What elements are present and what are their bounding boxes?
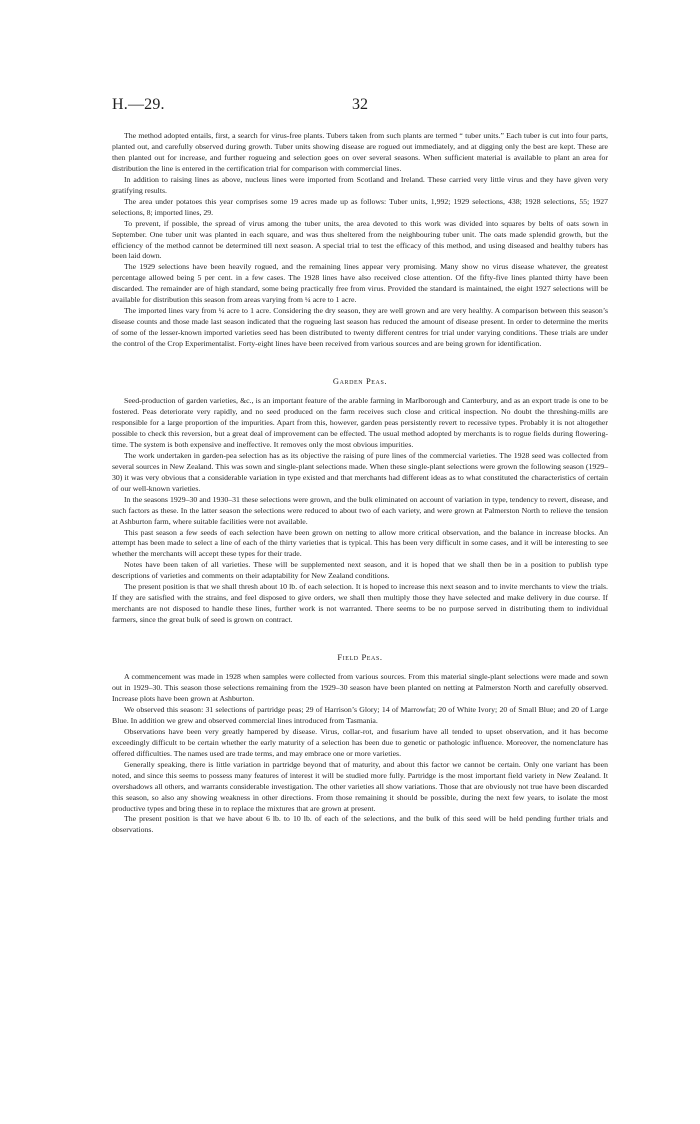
paragraph: This past season a few seeds of each selection have been grown on netting to allow more critical observation, and the balance in increase blocks. An attempt has been made to select a line of each of the thirty varieties that is typical. This has been very difficult in some cases, and it will be interesting to see whether the merchants will accept these types for their trade. xyxy=(112,527,608,559)
section-heading: Garden Peas. xyxy=(332,376,388,387)
paragraph: In addition to raising lines as above, nucleus lines were imported from Scotland and Ireland. These carried very little virus and they have given very gratifying results. xyxy=(112,174,608,195)
paragraph: We observed this season: 31 selections of partridge peas; 29 of Harrison’s Glory; 14 of Marrowfat; 20 of White Ivory; 20 of Small Blue; and 20 of Large Blue. In addition we grew and observed commercial lines introduced from Tasmania. xyxy=(112,704,608,725)
document-id: H.—29. xyxy=(112,96,165,113)
garden-peas-section xyxy=(112,376,608,626)
paragraph: The method adopted entails, first, a search for virus-free plants. Tubers taken from such plants are termed “ tuber units.” Each tuber is cut into four parts, planted out, and carefully observed during growth. Tuber units showing disease are rogued out immediately, and at digging only the best are kept. These are then planted out for increase, and further rogueing and selection goes on over several seasons. When sufficient material is available to plant an area for distribution the line is entered in the certification trial for comparison with commercial lines. xyxy=(112,131,608,173)
paragraph: The work undertaken in garden-pea selection has as its objective the raising of pure lines of the commercial varieties. The 1928 seed was collected from several sources in New Zealand. This was sown and single-plant selections made. When these single-plant selections were grown the following season (1929–30) it was very obvious that a considerable variation in type existed and that merchants had different ideas as to what constituted the characteristics of certain of our well-known varieties. xyxy=(112,450,608,493)
paragraph: To prevent, if possible, the spread of virus among the tuber units, the area devoted to this work was divided into squares by belts of oats sown in September. One tuber unit was planted in each square, and was thus sheltered from the neighbouring tuber unit. The oats made splendid growth, but the efficiency of the method cannot be determined till next season. A special trial to test the efficacy of this method, and using diseased and healthy tubers has been laid down. xyxy=(112,218,608,261)
paragraph: Seed-production of garden varieties, &c., is an important feature of the arable farming in Marlborough and Canterbury, and as an export trade is one to be fostered. Peas deteriorate very rapidly, and no seed produced on the farm receives such close and critical inspection. No doubt the threshing-mills are responsible for a large proportion of the impurities. Apart from this, however, garden peas persistently revert to recessive types. Probably it is not altogether possible to check this reversion, but a great deal of improvement can be effected. The usual method adopted by merchants is to rogue fields during flowering-time. The system is both expensive and ineffective. It removes only the most obvious impurities. xyxy=(112,396,608,449)
page-header xyxy=(112,96,608,118)
paragraph: A commencement was made in 1928 when samples were collected from various sources. From this material single-plant selections were made and sown out in 1929–30. This season those selections remaining from the 1929–30 season have been planted on netting at Palmerston North and carefully observed. Increase plots have been grown at Ashburton. xyxy=(112,672,608,703)
paragraph: The area under potatoes this year comprises some 19 acres made up as follows: Tuber units, 1,992; 1929 selections, 438; 1928 selections, 55; 1927 selections, 8; imported lines, 29. xyxy=(112,196,608,217)
paragraph: Generally speaking, there is little variation in partridge beyond that of maturity, and about this factor we cannot be certain. Only one variant has been noted, and since this seems to possess many features of interest it will be studied more fully. Partridge is the most important field variety in New Zealand. It overshadows all others, and warrants considerable investigation. The other varieties all show variations. Those that are obviously not true have been discarded this season, so also any showing weakness in other directions. From those remaining it should be possible, during the next few years, to isolate the most productive types and bring these in to replace the mixtures that are grown at present. xyxy=(112,759,608,813)
paragraph: In the seasons 1929–30 and 1930–31 these selections were grown, and the bulk eliminated on account of variation in type, tendency to revert, disease, and such factors as these. In the latter season the selections were reduced to about two of each variety, and were grown at Palmerston North to relieve the tension at Ashburton farm, where suitable facilities were not available. xyxy=(112,494,608,526)
page-number: 32 xyxy=(352,96,368,113)
paragraph: The present position is that we have about 6 lb. to 10 lb. of each of the selections, and the bulk of this seed will be held pending further trials and observations. xyxy=(112,814,608,835)
document-page xyxy=(112,96,608,836)
paragraph: Notes have been taken of all varieties. These will be supplemented next season, and it is hoped that we shall then be in a position to publish type descriptions of varieties and comments on their adaptability for New Zealand conditions. xyxy=(112,560,608,581)
field-peas-section xyxy=(112,652,608,836)
paragraph: The imported lines vary from ¼ acre to 1 acre. Considering the dry season, they are well grown and are very healthy. A comparison between this season’s disease counts and those made last season indicated that the rogueing last season has reduced the amount of disease present. In order to determine the merits of some of the lesser-known imported varieties seed has been distributed to twenty different centres for trial under varying conditions. These trials are under the control of the Crop Experimentalist. Forty-eight lines have been received from various sources and are being grown for identification. xyxy=(112,306,608,349)
paragraph: The 1929 selections have been heavily rogued, and the remaining lines appear very promising. Many show no virus disease whatever, the greatest percentage allowed being 5 per cent. in a few cases. The 1928 lines have also received close attention. Of the fifty-five lines planted thirty have been discarded. The remainder are of high standard, some being practically free from virus. Provided the standard is maintained, the eight 1927 selections will be available for distribution this season from areas varying from ¼ acre to 1 acre. xyxy=(112,262,608,305)
potato-section xyxy=(112,131,608,350)
paragraph: The present position is that we shall thresh about 10 lb. of each selection. It is hoped to increase this next season and to invite merchants to view the trials. If they are satisfied with the strains, and feel disposed to give orders, we shall then multiply those they have selected and make delivery in due course. If merchants are not disposed to handle these lines, further work is not warranted. There seems to be no purpose served in distributing them to individual farmers, since the great bulk of seed is grown on contract. xyxy=(112,582,608,625)
section-heading: Field Peas. xyxy=(337,652,383,663)
paragraph: Observations have been very greatly hampered by disease. Virus, collar-rot, and fusarium have all tended to upset observation, and it has become exceedingly difficult to be certain whether the early maturity of a selection has been due to genetic or pathologic influence. Moreover, the nomenclature has offered difficulties. The names used are trade terms, and may embrace one or more varieties. xyxy=(112,726,608,758)
